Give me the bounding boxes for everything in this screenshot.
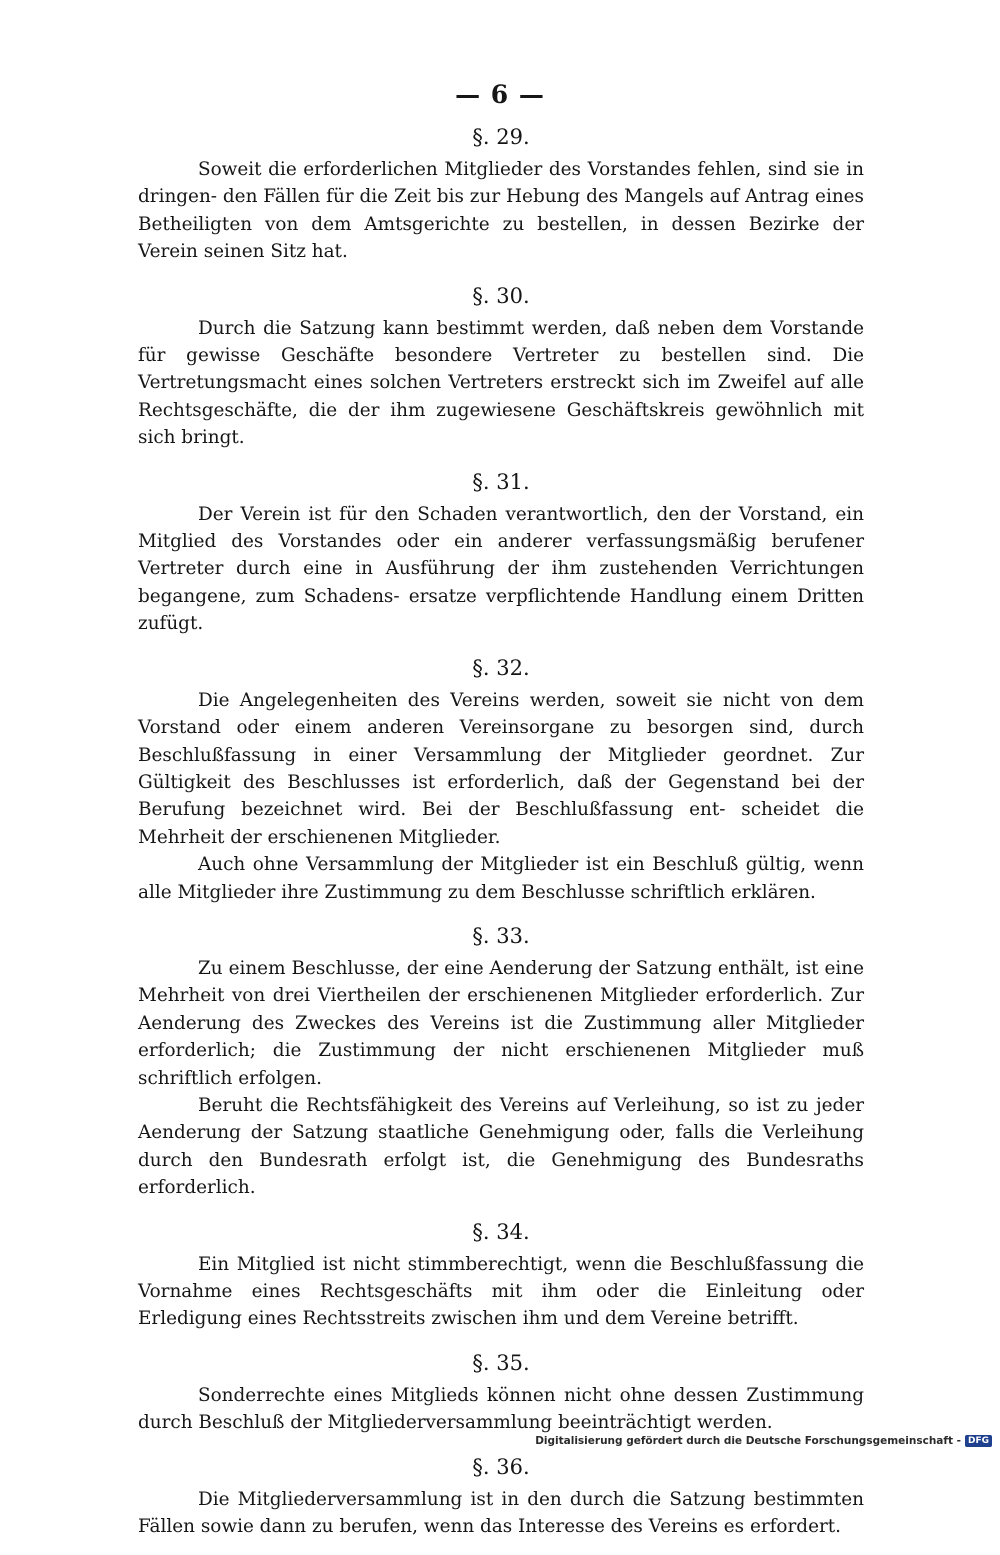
section-paragraph: Die Angelegenheiten des Vereins werden, soweit sie nicht von dem Vorstand oder einem anderen Vereinsorgane zu besorgen sind, durch Beschlußfassung in einer Versammlung der Mitglieder geordnet. Zur Gültigkeit des Beschlusses ist erforderlich, daß der Gegenstand bei der Berufung bezeichnet wird. Bei der Beschlußfassung ent- scheidet die Mehrheit der erschienenen Mitglieder. bbox=[138, 689, 864, 848]
section-heading: §. 34. bbox=[472, 1219, 530, 1244]
section-34 bbox=[138, 1217, 864, 1333]
section-31 bbox=[138, 467, 864, 638]
section-paragraph: Auch ohne Versammlung der Mitglieder ist ein Beschluß gültig, wenn alle Mitglieder ihre Zustimmung zu dem Beschlusse schriftlich erklären. bbox=[138, 854, 864, 903]
document-body bbox=[138, 122, 864, 1555]
section-paragraph: Durch die Satzung kann bestimmt werden, daß neben dem Vorstande für gewisse Geschäfte besondere Vertreter zu bestellen sind. Die Vertretungsmacht eines solchen Vertreters erstreckt sich im Zweifel auf alle Rechtsgeschäfte, die der ihm zugewiesene Geschäftskreis gewöhnlich mit sich bringt. bbox=[138, 317, 864, 449]
dfg-logo-icon: DFG bbox=[965, 1435, 992, 1447]
page-number: — 6 — bbox=[455, 80, 545, 109]
section-paragraph: Sonderrechte eines Mitglieds können nicht ohne dessen Zustimmung durch Beschluß der Mitgliederversammlung beeinträchtigt werden. bbox=[138, 1384, 864, 1434]
section-29 bbox=[138, 122, 864, 266]
section-paragraph: Beruht die Rechtsfähigkeit des Vereins auf Verleihung, so ist zu jeder Aenderung der Satzung staatliche Genehmigung oder, falls die Verleihung durch den Bundesrath erfolgt ist, die Genehmigung des Bundesraths erforderlich. bbox=[138, 1094, 864, 1199]
section-36 bbox=[138, 1452, 864, 1541]
section-35 bbox=[138, 1348, 864, 1437]
section-heading: §. 35. bbox=[472, 1350, 530, 1375]
section-heading: §. 29. bbox=[472, 125, 530, 149]
section-heading: §. 30. bbox=[472, 283, 530, 308]
section-33 bbox=[138, 921, 864, 1202]
section-paragraph: Soweit die erforderlichen Mitglieder des Vorstandes fehlen, sind sie in dringen- den Fällen für die Zeit bis zur Hebung des Mangels auf Antrag eines Betheiligten von dem Amtsgerichte zu bestellen, in dessen Bezirke der Verein seinen Sitz hat. bbox=[138, 159, 864, 263]
section-paragraph: Zu einem Beschlusse, der eine Aenderung der Satzung enthält, ist eine Mehrheit von drei Viertheilen der erschienenen Mitglieder erforderlich. Zur Aenderung des Zweckes des Vereins ist die Zustimmung aller Mitglieder erforderlich; die Zustimmung der nicht erschienenen Mitglieder muß schriftlich erfolgen. bbox=[138, 957, 864, 1089]
section-heading: §. 36. bbox=[472, 1454, 530, 1479]
footer-text: Digitalisierung gefördert durch die Deutsche Forschungsgemeinschaft - bbox=[535, 1435, 961, 1447]
section-heading: §. 33. bbox=[472, 923, 530, 948]
section-30 bbox=[138, 281, 864, 452]
section-heading: §. 31. bbox=[472, 469, 530, 494]
section-paragraph: Der Verein ist für den Schaden verantwortlich, den der Vorstand, ein Mitglied des Vorstandes oder ein anderer verfassungsmäßig berufener Vertreter durch eine in Ausführung der ihm zustehenden Verrichtungen begangene, zum Schadens- ersatze verpflichtende Handlung einem Dritten zufügt. bbox=[138, 503, 864, 635]
section-paragraph: Die Mitgliederversammlung ist in den durch die Satzung bestimmten Fällen sowie dann zu berufen, wenn das Interesse des Vereins es erfordert. bbox=[138, 1488, 864, 1538]
section-32 bbox=[138, 653, 864, 906]
digitization-footer bbox=[535, 1435, 992, 1447]
section-paragraph: Ein Mitglied ist nicht stimmberechtigt, wenn die Beschlußfassung die Vornahme eines Rechtsgeschäfts mit ihm oder die Einleitung oder Erledigung eines Rechtsstreits zwischen ihm und dem Vereine betrifft. bbox=[138, 1253, 864, 1330]
section-heading: §. 32. bbox=[472, 655, 530, 680]
